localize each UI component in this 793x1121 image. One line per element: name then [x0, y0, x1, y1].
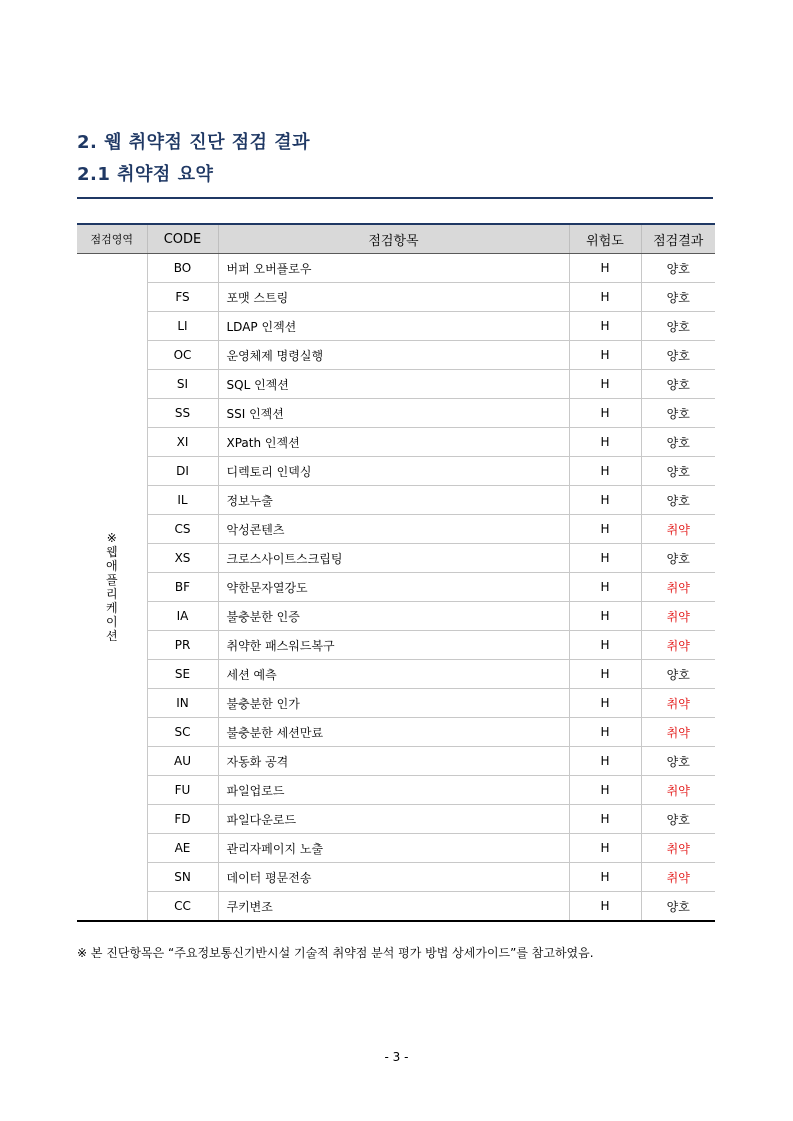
- result-cell: 양호: [641, 544, 715, 573]
- table-row: [77, 863, 715, 892]
- item-cell: 버퍼 오버플로우: [218, 254, 569, 283]
- code-cell: AU: [147, 747, 218, 776]
- item-cell: 자동화 공격: [218, 747, 569, 776]
- header-area: 점검영역: [77, 224, 147, 254]
- item-cell: 악성콘텐츠: [218, 515, 569, 544]
- item-cell: 취약한 패스워드복구: [218, 631, 569, 660]
- risk-cell: H: [569, 660, 641, 689]
- item-cell: 관리자페이지 노출: [218, 834, 569, 863]
- table-row: [77, 573, 715, 602]
- result-cell: 취약: [641, 863, 715, 892]
- table-row: [77, 341, 715, 370]
- item-cell: 파일업로드: [218, 776, 569, 805]
- code-cell: PR: [147, 631, 218, 660]
- header-code: CODE: [147, 224, 218, 254]
- code-cell: XI: [147, 428, 218, 457]
- code-cell: SE: [147, 660, 218, 689]
- item-cell: 파일다운로드: [218, 805, 569, 834]
- code-cell: FS: [147, 283, 218, 312]
- code-cell: FD: [147, 805, 218, 834]
- footnote: ※ 본 진단항목은 “주요정보통신기반시설 기술적 취약점 분석 평가 방법 상세가이드”를 참고하였음.: [77, 946, 594, 960]
- item-cell: 약한문자열강도: [218, 573, 569, 602]
- risk-cell: H: [569, 399, 641, 428]
- risk-cell: H: [569, 834, 641, 863]
- result-cell: 양호: [641, 747, 715, 776]
- subsection-heading: 2.1 취약점 요약: [77, 164, 214, 185]
- code-cell: SN: [147, 863, 218, 892]
- result-cell: 취약: [641, 834, 715, 863]
- code-cell: DI: [147, 457, 218, 486]
- table-body: [77, 254, 715, 922]
- item-cell: 디렉토리 인덱싱: [218, 457, 569, 486]
- page-number: - 3 -: [384, 1050, 409, 1064]
- table-row: [77, 312, 715, 341]
- risk-cell: H: [569, 544, 641, 573]
- table-row: [77, 515, 715, 544]
- table-row: [77, 544, 715, 573]
- code-cell: XS: [147, 544, 218, 573]
- item-cell: 쿠키변조: [218, 892, 569, 922]
- section-heading: 2. 웹 취약점 진단 점검 결과: [77, 132, 311, 153]
- table-row: [77, 660, 715, 689]
- result-cell: 취약: [641, 602, 715, 631]
- table-row: [77, 602, 715, 631]
- risk-cell: H: [569, 486, 641, 515]
- code-cell: IA: [147, 602, 218, 631]
- table-row: [77, 631, 715, 660]
- item-cell: 데이터 평문전송: [218, 863, 569, 892]
- result-cell: 취약: [641, 718, 715, 747]
- code-cell: BO: [147, 254, 218, 283]
- table-row: [77, 254, 715, 283]
- table-row: [77, 428, 715, 457]
- result-cell: 양호: [641, 312, 715, 341]
- risk-cell: H: [569, 863, 641, 892]
- code-cell: SI: [147, 370, 218, 399]
- item-cell: 포맷 스트링: [218, 283, 569, 312]
- code-cell: OC: [147, 341, 218, 370]
- item-cell: 크로스사이트스크립팅: [218, 544, 569, 573]
- risk-cell: H: [569, 602, 641, 631]
- result-cell: 취약: [641, 573, 715, 602]
- table-row: [77, 689, 715, 718]
- risk-cell: H: [569, 747, 641, 776]
- risk-cell: H: [569, 515, 641, 544]
- code-cell: CS: [147, 515, 218, 544]
- header-risk: 위험도: [569, 224, 641, 254]
- result-cell: 양호: [641, 428, 715, 457]
- code-cell: BF: [147, 573, 218, 602]
- item-cell: 정보누출: [218, 486, 569, 515]
- risk-cell: H: [569, 341, 641, 370]
- risk-cell: H: [569, 283, 641, 312]
- risk-cell: H: [569, 689, 641, 718]
- result-cell: 양호: [641, 805, 715, 834]
- risk-cell: H: [569, 254, 641, 283]
- code-cell: IN: [147, 689, 218, 718]
- table-row: [77, 834, 715, 863]
- item-cell: XPath 인젝션: [218, 428, 569, 457]
- risk-cell: H: [569, 573, 641, 602]
- result-cell: 양호: [641, 399, 715, 428]
- region-cell: [77, 254, 147, 922]
- risk-cell: H: [569, 805, 641, 834]
- code-cell: CC: [147, 892, 218, 922]
- table-row: [77, 486, 715, 515]
- table-row: [77, 457, 715, 486]
- result-cell: 양호: [641, 341, 715, 370]
- risk-cell: H: [569, 428, 641, 457]
- risk-cell: H: [569, 370, 641, 399]
- header-result: 점검결과: [641, 224, 715, 254]
- result-cell: 양호: [641, 370, 715, 399]
- result-cell: 취약: [641, 776, 715, 805]
- table-row: [77, 776, 715, 805]
- region-label: ※웹 애플리케이션: [105, 531, 118, 643]
- item-cell: SQL 인젝션: [218, 370, 569, 399]
- table-row: [77, 399, 715, 428]
- vulnerability-summary-table: [77, 223, 715, 922]
- item-cell: 불충분한 인가: [218, 689, 569, 718]
- table-row: [77, 892, 715, 922]
- risk-cell: H: [569, 892, 641, 922]
- code-cell: SC: [147, 718, 218, 747]
- code-cell: SS: [147, 399, 218, 428]
- item-cell: 운영체제 명령실행: [218, 341, 569, 370]
- result-cell: 취약: [641, 689, 715, 718]
- item-cell: 불충분한 인증: [218, 602, 569, 631]
- code-cell: LI: [147, 312, 218, 341]
- result-cell: 양호: [641, 892, 715, 922]
- heading-divider: [77, 197, 713, 199]
- table-row: [77, 370, 715, 399]
- result-cell: 양호: [641, 660, 715, 689]
- item-cell: 세션 예측: [218, 660, 569, 689]
- result-cell: 양호: [641, 457, 715, 486]
- risk-cell: H: [569, 631, 641, 660]
- table-row: [77, 805, 715, 834]
- result-cell: 취약: [641, 515, 715, 544]
- code-cell: IL: [147, 486, 218, 515]
- header-item: 점검항목: [218, 224, 569, 254]
- code-cell: AE: [147, 834, 218, 863]
- item-cell: SSI 인젝션: [218, 399, 569, 428]
- result-cell: 양호: [641, 486, 715, 515]
- result-cell: 양호: [641, 283, 715, 312]
- code-cell: FU: [147, 776, 218, 805]
- item-cell: LDAP 인젝션: [218, 312, 569, 341]
- result-cell: 취약: [641, 631, 715, 660]
- result-cell: 양호: [641, 254, 715, 283]
- table-row: [77, 283, 715, 312]
- risk-cell: H: [569, 457, 641, 486]
- item-cell: 불충분한 세션만료: [218, 718, 569, 747]
- table-row: [77, 747, 715, 776]
- table-row: [77, 718, 715, 747]
- table-header-row: [77, 224, 715, 254]
- risk-cell: H: [569, 718, 641, 747]
- risk-cell: H: [569, 776, 641, 805]
- risk-cell: H: [569, 312, 641, 341]
